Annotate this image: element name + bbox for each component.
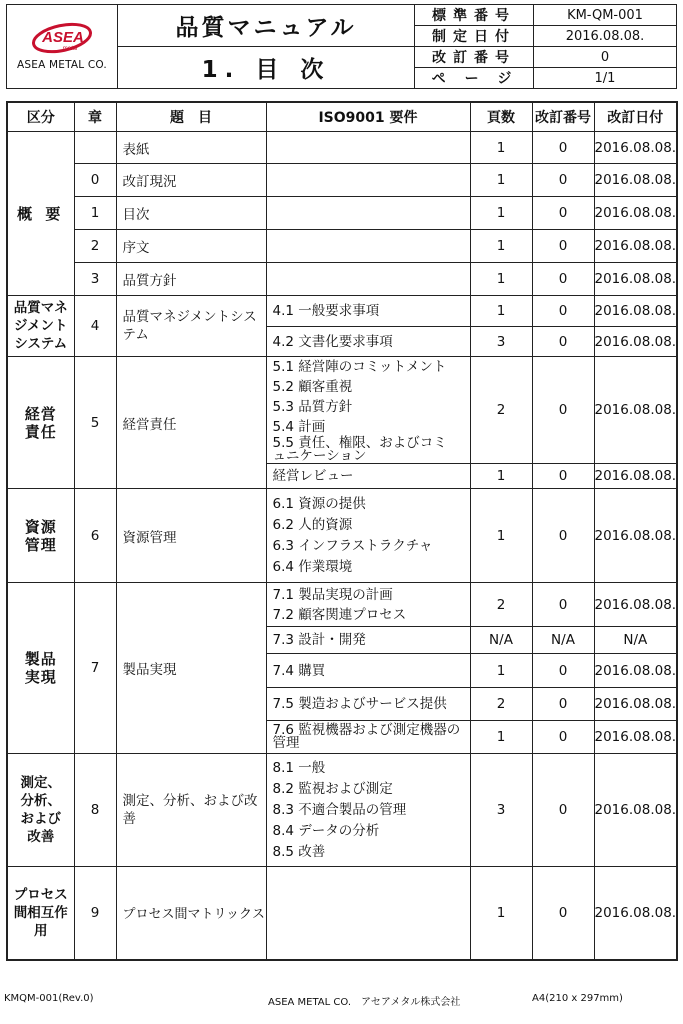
col-header-pages: 頁数: [470, 102, 532, 132]
meta-value-revision-no: 0: [534, 47, 677, 68]
pages-cell: 1: [470, 132, 532, 164]
date-cell: 2016.08.08.: [594, 489, 677, 583]
requirement-item: 7.2 顧客関連プロセス: [272, 606, 407, 623]
logo-brand: ASEA: [42, 29, 84, 46]
requirement-cell: 7.3 設計・開発: [266, 627, 470, 654]
document-header: [6, 4, 677, 89]
requirement-cell: [266, 489, 470, 583]
division-cell: 品質マネジメントシステム: [7, 296, 74, 357]
date-cell: 2016.08.08.: [594, 583, 677, 627]
meta-value-page: 1/1: [534, 68, 677, 89]
requirement-cell: [266, 132, 470, 164]
division-cell: 測定、分析、および改善: [7, 754, 74, 867]
pages-cell: 1: [470, 867, 532, 960]
chapter-cell: 2: [74, 230, 116, 263]
pages-cell: 1: [470, 197, 532, 230]
title-cell: 資源管理: [116, 489, 266, 583]
date-cell: 2016.08.08.: [594, 296, 677, 327]
col-header-iso-requirement: ISO9001 要件: [266, 102, 470, 132]
date-cell: 2016.08.08.: [594, 688, 677, 721]
division-cell: 製品実現: [7, 583, 74, 754]
table-row: [7, 263, 677, 296]
title-cell: 経営責任: [116, 357, 266, 489]
date-cell: 2016.08.08.: [594, 754, 677, 867]
requirement-cell: 4.1 一般要求事項: [266, 296, 470, 327]
requirement-cell: [266, 197, 470, 230]
footer-doc-code: KMQM-001(Rev.0): [4, 993, 94, 1004]
division-cell: 概 要: [7, 132, 74, 296]
contents-table: [6, 101, 678, 961]
meta-value-standard-no: KM-QM-001: [534, 5, 677, 26]
col-header-title: 題 目: [116, 102, 266, 132]
col-header-revision-date: 改訂日付: [594, 102, 677, 132]
chapter-cell: [74, 132, 116, 164]
requirement-cell: [266, 867, 470, 960]
title-cell: 表紙: [116, 132, 266, 164]
requirement-item: 8.3 不適合製品の管理: [272, 801, 407, 818]
toc-title: 1. 目 次: [201, 57, 331, 83]
date-cell: 2016.08.08.: [594, 230, 677, 263]
table-row: [7, 164, 677, 197]
requirement-cell: 4.2 文書化要求事項: [266, 327, 470, 357]
date-cell: 2016.08.08.: [594, 197, 677, 230]
date-cell: 2016.08.08.: [594, 721, 677, 754]
chapter-cell: 7: [74, 583, 116, 754]
requirement-cell: [266, 721, 470, 754]
date-cell: 2016.08.08.: [594, 867, 677, 960]
division-cell: 経営責任: [7, 357, 74, 489]
pages-cell: 1: [470, 721, 532, 754]
chapter-cell: 5: [74, 357, 116, 489]
chapter-cell: 0: [74, 164, 116, 197]
revision-cell: 0: [532, 721, 594, 754]
meta-label-established-date: 制定日付: [415, 26, 534, 47]
pages-cell: 3: [470, 327, 532, 357]
revision-cell: 0: [532, 754, 594, 867]
requirement-cell: [266, 583, 470, 627]
date-cell: 2016.08.08.: [594, 263, 677, 296]
table-row: [7, 197, 677, 230]
pages-cell: 1: [470, 164, 532, 197]
requirement-item: 6.4 作業環境: [272, 558, 353, 575]
pages-cell: 1: [470, 654, 532, 688]
requirement-cell: 7.4 購買: [266, 654, 470, 688]
pages-cell: 1: [470, 489, 532, 583]
requirement-item: 6.3 インフラストラクチャ: [272, 537, 433, 554]
table-row: [7, 489, 677, 583]
revision-cell: 0: [532, 464, 594, 489]
meta-label-standard-no: 標準番号: [415, 5, 534, 26]
pages-cell: 1: [470, 230, 532, 263]
chapter-cell: 1: [74, 197, 116, 230]
date-cell: 2016.08.08.: [594, 132, 677, 164]
title-cell: 目次: [116, 197, 266, 230]
col-header-division: 区分: [7, 102, 74, 132]
title-cell: 改訂現況: [116, 164, 266, 197]
division-cell: プロセス間相互作用: [7, 867, 74, 960]
date-cell: 2016.08.08.: [594, 654, 677, 688]
footer-paper-size: A4(210 x 297mm): [532, 993, 623, 1004]
title-cell: 品質マネジメントシステム: [116, 296, 266, 357]
revision-cell: 0: [532, 230, 594, 263]
table-row: [7, 357, 677, 464]
revision-cell: 0: [532, 357, 594, 464]
revision-cell: 0: [532, 489, 594, 583]
requirement-cell: [266, 263, 470, 296]
date-cell: N/A: [594, 627, 677, 654]
requirement-cell: 7.5 製造およびサービス提供: [266, 688, 470, 721]
date-cell: 2016.08.08.: [594, 164, 677, 197]
division-cell: 資源管理: [7, 489, 74, 583]
meta-label-page: ページ: [415, 68, 534, 89]
requirement-cell: [266, 754, 470, 867]
chapter-cell: 4: [74, 296, 116, 357]
manual-title: 品質マニュアル: [175, 15, 357, 41]
pages-cell: 1: [470, 296, 532, 327]
table-row: [7, 754, 677, 867]
title-cell: 品質方針: [116, 263, 266, 296]
pages-cell: 1: [470, 464, 532, 489]
requirement-item: 6.1 資源の提供: [272, 495, 366, 512]
meta-value-established-date: 2016.08.08.: [534, 26, 677, 47]
revision-cell: 0: [532, 296, 594, 327]
requirement-item: 6.2 人的資源: [272, 516, 353, 533]
pages-cell: 2: [470, 357, 532, 464]
title-cell: 序文: [116, 230, 266, 263]
pages-cell: 3: [470, 754, 532, 867]
footer-company: ASEA METAL CO. アセアメタル株式会社: [268, 997, 461, 1008]
revision-cell: 0: [532, 263, 594, 296]
date-cell: 2016.08.08.: [594, 464, 677, 489]
requirement-item: 5.3 品質方針: [272, 399, 353, 415]
col-header-chapter: 章: [74, 102, 116, 132]
title-cell: 製品実現: [116, 583, 266, 754]
requirement-item: 8.1 一般: [272, 759, 326, 776]
table-row: [7, 583, 677, 627]
requirement-item: 5.1 経営陣のコミットメント: [272, 359, 447, 375]
requirement-cell: [266, 164, 470, 197]
pages-cell: 1: [470, 263, 532, 296]
col-header-revision-no: 改訂番号: [532, 102, 594, 132]
table-row: [7, 296, 677, 327]
pages-cell: 2: [470, 688, 532, 721]
table-row: [7, 230, 677, 263]
table-header-row: [7, 102, 677, 132]
date-cell: 2016.08.08.: [594, 327, 677, 357]
requirement-cell: [266, 357, 470, 464]
revision-cell: 0: [532, 164, 594, 197]
logo-block: [7, 5, 118, 89]
revision-cell: 0: [532, 327, 594, 357]
requirement-cell: [266, 230, 470, 263]
revision-cell: 0: [532, 867, 594, 960]
table-row: [7, 867, 677, 960]
requirement-item: 5.2 顧客重視: [272, 379, 353, 395]
revision-cell: 0: [532, 688, 594, 721]
chapter-cell: 3: [74, 263, 116, 296]
requirement-item: 5.4 計画: [272, 419, 326, 435]
requirement-item: 8.4 データの分析: [272, 822, 380, 839]
company-name: ASEA METAL CO.: [17, 59, 107, 71]
title-cell: 測定、分析、および改善: [116, 754, 266, 867]
chapter-cell: 8: [74, 754, 116, 867]
date-cell: 2016.08.08.: [594, 357, 677, 464]
revision-cell: 0: [532, 132, 594, 164]
chapter-cell: 6: [74, 489, 116, 583]
requirement-item: 8.5 改善: [272, 843, 326, 860]
pages-cell: 2: [470, 583, 532, 627]
title-cell: プロセス間マトリックス: [116, 867, 266, 960]
revision-cell: 0: [532, 197, 594, 230]
asea-logo-icon: [30, 22, 94, 54]
requirement-cell: 経営レビュー: [266, 464, 470, 489]
meta-label-revision-no: 改訂番号: [415, 47, 534, 68]
chapter-cell: 9: [74, 867, 116, 960]
revision-cell: 0: [532, 583, 594, 627]
toc-title-cell: [118, 47, 415, 89]
manual-title-cell: [118, 5, 415, 47]
pages-cell: N/A: [470, 627, 532, 654]
requirement-item: 7.6 監視機器および測定機器の管理: [272, 722, 461, 751]
requirement-item: 8.2 監視および測定: [272, 780, 393, 797]
logo-sub: metal: [62, 46, 78, 52]
requirement-item: 5.5 責任、権限、およびコミュニケーション: [272, 435, 447, 464]
revision-cell: 0: [532, 654, 594, 688]
requirement-item: 7.1 製品実現の計画: [272, 586, 393, 603]
revision-cell: N/A: [532, 627, 594, 654]
table-row: [7, 132, 677, 164]
